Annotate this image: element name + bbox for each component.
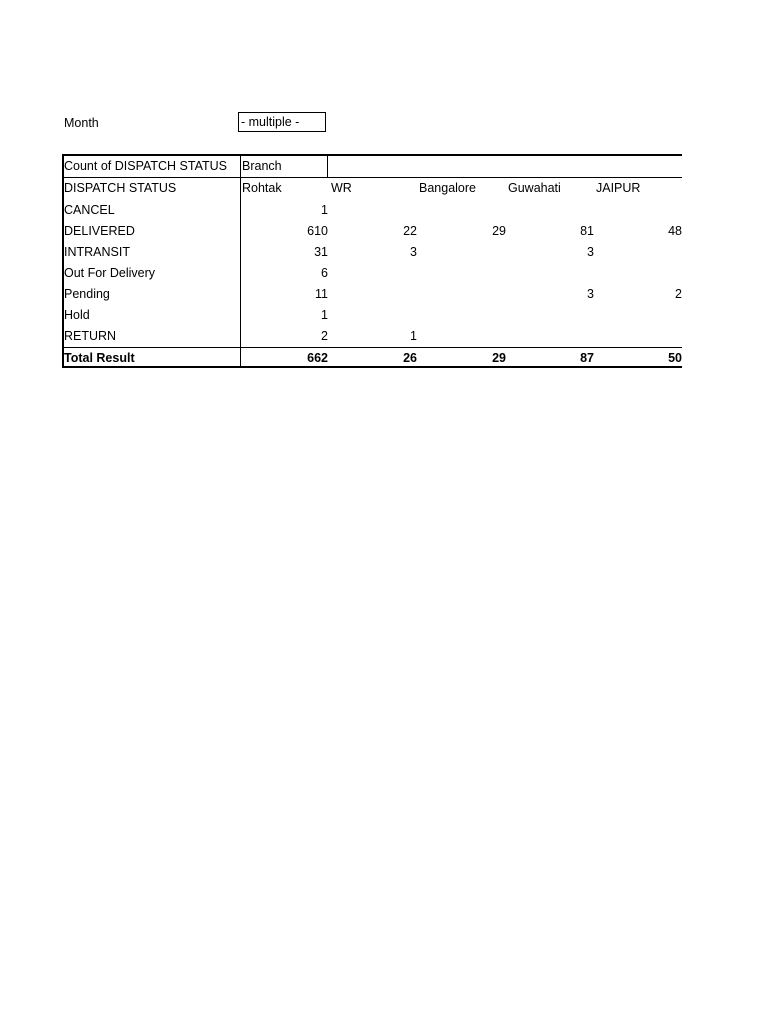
row-label: DELIVERED [64,224,135,238]
table-cell [594,200,682,221]
table-cell: 31 [314,245,328,259]
column-field-label[interactable]: Branch [242,159,282,173]
row-field-label[interactable]: DISPATCH STATUS [64,181,177,195]
table-cell: 48 [668,224,682,238]
table-cell [417,305,506,326]
pivot-table [62,154,682,368]
table-cell: 3 [410,245,417,259]
table-cell: 2 [675,287,682,301]
table-cell [594,263,682,284]
table-cell [506,263,594,284]
table-cell: 2 [321,329,328,343]
table-cell: 1 [410,329,417,343]
table-cell [328,263,417,284]
column-header-wr: WR [331,181,352,195]
table-cell: 610 [307,224,328,238]
table-cell [417,242,506,263]
total-cell: 26 [403,351,417,365]
table-cell: 3 [587,287,594,301]
table-cell [506,305,594,326]
row-label: Hold [64,308,90,322]
row-label: Out For Delivery [64,266,155,280]
column-header-guwahati: Guwahati [508,181,561,195]
column-header-jaipur: JAIPUR [596,181,641,195]
table-cell: 81 [580,224,594,238]
total-row-label: Total Result [64,351,135,365]
table-cell: 22 [403,224,417,238]
table-cell: 6 [321,266,328,280]
month-filter-dropdown[interactable]: - multiple - [238,112,326,132]
table-cell [417,326,506,347]
total-cell: 29 [492,351,506,365]
row-label: INTRANSIT [64,245,130,259]
table-cell: 11 [315,287,328,301]
table-cell [328,284,417,305]
table-cell: 3 [587,245,594,259]
total-cell: 50 [668,351,682,365]
table-cell: 1 [321,308,328,322]
row-label: RETURN [64,329,117,343]
row-label: Pending [64,287,110,301]
row-label: CANCEL [64,203,115,217]
month-filter-label: Month [64,116,99,130]
column-header-bangalore: Bangalore [419,181,476,195]
table-cell [417,263,506,284]
table-cell [328,305,417,326]
table-cell [594,305,682,326]
total-cell: 87 [580,351,594,365]
table-cell [506,200,594,221]
table-cell [594,242,682,263]
table-cell [417,200,506,221]
table-cell [328,200,417,221]
total-cell: 662 [307,351,328,365]
table-cell: 29 [492,224,506,238]
table-cell: 1 [321,203,328,217]
table-cell [594,326,682,347]
table-cell [506,326,594,347]
column-header-rohtak: Rohtak [242,181,282,195]
table-cell [417,284,506,305]
corner-label: Count of DISPATCH STATUS [64,159,228,173]
